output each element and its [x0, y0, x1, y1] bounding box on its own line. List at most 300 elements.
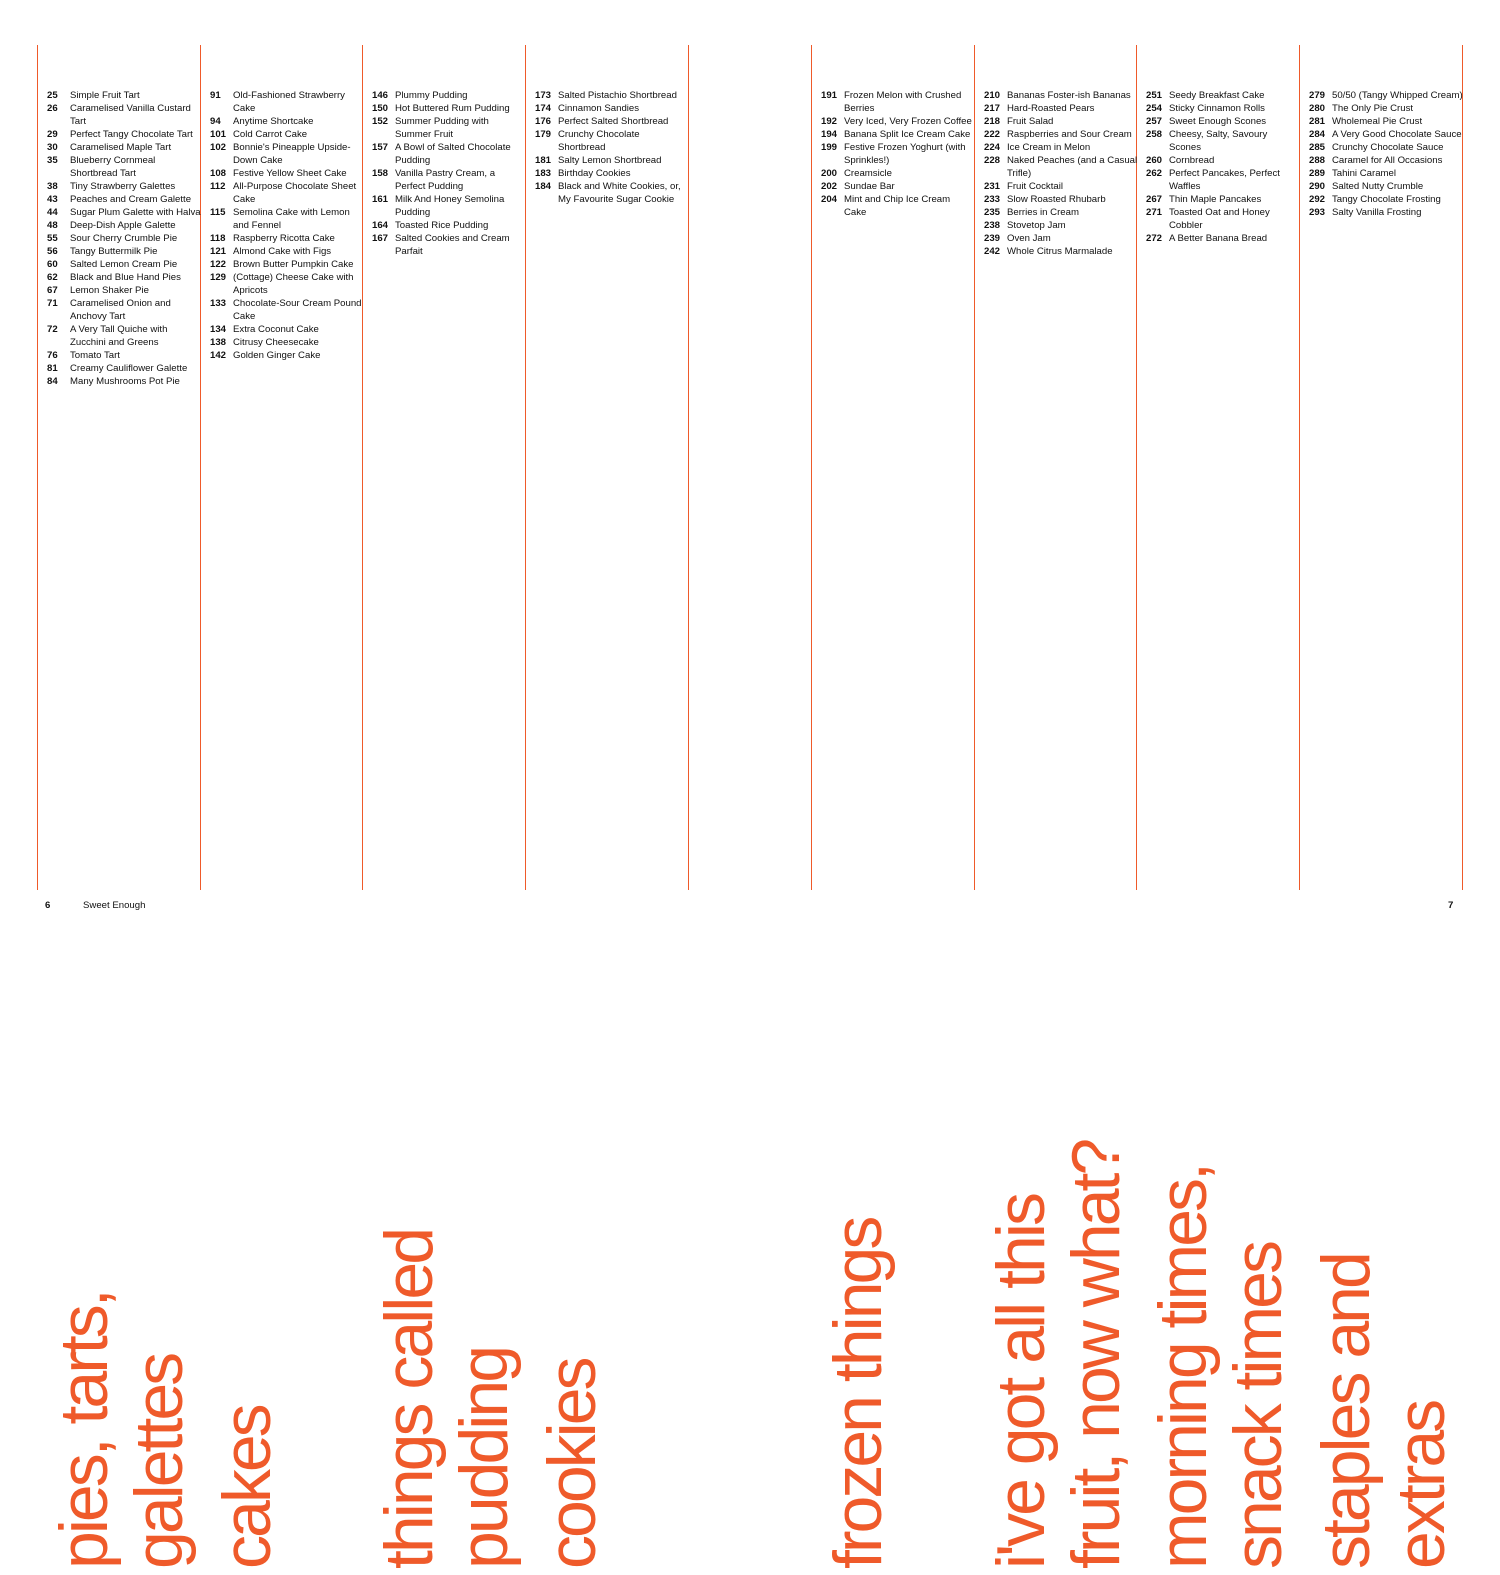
entry-page-number: 84	[47, 376, 58, 387]
entry-page-number: 176	[535, 116, 552, 127]
contents-entry	[821, 180, 975, 193]
entry-recipe-title: Many Mushrooms Pot Pie	[70, 376, 180, 387]
contents-entry	[47, 284, 201, 297]
contents-entry	[984, 232, 1138, 245]
entry-recipe-title: Bonnie's Pineapple Upside-Down Cake	[233, 142, 351, 166]
entry-page-number: 94	[210, 116, 221, 127]
entry-page-number: 262	[1146, 168, 1163, 179]
section-heading-line: things called	[371, 1229, 447, 1569]
entry-page-number: 284	[1309, 129, 1326, 140]
entry-page-number: 279	[1309, 90, 1326, 101]
contents-entry	[47, 102, 201, 128]
contents-entry	[47, 271, 201, 284]
entry-recipe-title: A Better Banana Bread	[1169, 233, 1268, 244]
entry-recipe-title: All-Purpose Chocolate Sheet Cake	[233, 181, 357, 205]
contents-entry	[1146, 102, 1300, 115]
entry-page-number: 179	[535, 129, 552, 140]
contents-entry	[372, 219, 526, 232]
entry-page-number: 184	[535, 181, 552, 192]
contents-entry	[535, 115, 689, 128]
entry-page-number: 267	[1146, 194, 1163, 205]
entry-page-number: 30	[47, 142, 58, 153]
contents-entry	[1309, 115, 1463, 128]
entry-page-number: 164	[372, 220, 389, 231]
contents-entry	[47, 297, 201, 323]
entry-recipe-title: Very Iced, Very Frozen Coffee	[844, 116, 972, 127]
entry-recipe-title: (Cottage) Cheese Cake with Apricots	[233, 272, 354, 296]
contents-entry	[47, 154, 201, 180]
entry-page-number: 200	[821, 168, 838, 179]
entry-page-number: 224	[984, 142, 1001, 153]
section-heading	[1299, 730, 1459, 1575]
entry-page-number: 293	[1309, 207, 1326, 218]
contents-entry	[210, 297, 364, 323]
entry-recipe-title: Cheesy, Salty, Savoury Scones	[1169, 129, 1268, 153]
entry-page-number: 152	[372, 116, 389, 127]
entry-recipe-title: Creamy Cauliflower Galette	[70, 363, 188, 374]
entry-recipe-title: Oven Jam	[1007, 233, 1051, 244]
contents-entry	[47, 193, 201, 206]
entry-recipe-title: Summer Pudding with Summer Fruit	[395, 116, 489, 140]
contents-entry	[535, 154, 689, 167]
contents-entry	[210, 167, 364, 180]
section-heading-line: frozen things	[820, 1218, 896, 1569]
section-cookies	[525, 45, 688, 1569]
entry-page-number: 146	[372, 90, 389, 101]
entry-recipe-title: Slow Roasted Rhubarb	[1007, 194, 1106, 205]
entry-page-number: 56	[47, 246, 58, 257]
contents-entry	[210, 271, 364, 297]
contents-entry	[1146, 206, 1300, 232]
entry-page-number: 174	[535, 103, 552, 114]
entry-page-number: 102	[210, 142, 227, 153]
contents-entry	[210, 115, 364, 128]
entry-recipe-title: Cinnamon Sandies	[558, 103, 640, 114]
entry-page-number: 133	[210, 298, 227, 309]
entry-page-number: 292	[1309, 194, 1326, 205]
contents-entry	[47, 245, 201, 258]
contents-entry	[1309, 102, 1463, 115]
entry-page-number: 218	[984, 116, 1001, 127]
entry-recipe-title: Old-Fashioned Strawberry Cake	[233, 90, 345, 114]
contents-entry	[372, 89, 526, 102]
entry-recipe-title: Thin Maple Pancakes	[1169, 194, 1262, 205]
entry-page-number: 272	[1146, 233, 1163, 244]
entry-page-number: 67	[47, 285, 58, 296]
entry-page-number: 25	[47, 90, 58, 101]
entry-page-number: 55	[47, 233, 58, 244]
entry-recipe-title: Banana Split Ice Cream Cake	[844, 129, 971, 140]
contents-entry	[210, 323, 364, 336]
entry-recipe-title: Salted Cookies and Cream Parfait	[395, 233, 510, 257]
contents-entry	[47, 232, 201, 245]
entry-recipe-title: Deep-Dish Apple Galette	[70, 220, 176, 231]
entry-recipe-title: Salted Pistachio Shortbread	[558, 90, 677, 101]
contents-list	[47, 89, 201, 388]
section-heading-line: morning times,	[1145, 1165, 1221, 1569]
contents-entry	[210, 180, 364, 206]
contents-entry	[535, 89, 689, 102]
contents-entry	[47, 206, 201, 219]
contents-entry	[47, 141, 201, 154]
contents-list	[984, 89, 1138, 258]
entry-page-number: 115	[210, 207, 226, 218]
entry-page-number: 118	[210, 233, 226, 244]
entry-recipe-title: Extra Coconut Cake	[233, 324, 319, 335]
contents-entry	[210, 128, 364, 141]
entry-recipe-title: Anytime Shortcake	[233, 116, 314, 127]
entry-page-number: 204	[821, 194, 838, 205]
entry-recipe-title: Stovetop Jam	[1007, 220, 1066, 231]
entry-page-number: 35	[47, 155, 58, 166]
contents-entry	[1146, 154, 1300, 167]
entry-page-number: 167	[372, 233, 389, 244]
entry-recipe-title: Toasted Rice Pudding	[395, 220, 489, 231]
contents-entry	[984, 154, 1138, 180]
contents-entry	[984, 115, 1138, 128]
entry-page-number: 251	[1146, 90, 1163, 101]
entry-recipe-title: Plummy Pudding	[395, 90, 468, 101]
entry-page-number: 210	[984, 90, 1001, 101]
entry-recipe-title: Mint and Chip Ice Cream Cake	[844, 194, 951, 218]
entry-recipe-title: Caramelised Vanilla Custard Tart	[70, 103, 191, 127]
entry-recipe-title: Sticky Cinnamon Rolls	[1169, 103, 1265, 114]
section-heading-line: galettes	[121, 1354, 197, 1569]
contents-entry	[1309, 180, 1463, 193]
entry-page-number: 235	[984, 207, 1001, 218]
section-heading	[200, 730, 360, 1575]
contents-entry	[1309, 167, 1463, 180]
entry-page-number: 260	[1146, 155, 1163, 166]
entry-recipe-title: Bananas Foster-ish Bananas	[1007, 90, 1131, 101]
section-heading	[362, 730, 522, 1575]
entry-recipe-title: Milk And Honey Semolina Pudding	[395, 194, 505, 218]
entry-page-number: 81	[47, 363, 58, 374]
entry-page-number: 231	[984, 181, 1001, 192]
entry-recipe-title: Fruit Salad	[1007, 116, 1054, 127]
section-heading-line: extras	[1383, 1401, 1459, 1569]
entry-recipe-title: Tomato Tart	[70, 350, 120, 361]
entry-page-number: 217	[984, 103, 1001, 114]
entry-page-number: 258	[1146, 129, 1163, 140]
contents-list	[372, 89, 526, 258]
entry-page-number: 238	[984, 220, 1001, 231]
entry-page-number: 202	[821, 181, 838, 192]
entry-recipe-title: Birthday Cookies	[558, 168, 631, 179]
entry-recipe-title: Cornbread	[1169, 155, 1215, 166]
entry-page-number: 112	[210, 181, 226, 192]
entry-recipe-title: Tahini Caramel	[1332, 168, 1396, 179]
entry-recipe-title: Salty Lemon Shortbread	[558, 155, 662, 166]
entry-recipe-title: Chocolate-Sour Cream Pound Cake	[233, 298, 362, 322]
entry-page-number: 161	[372, 194, 389, 205]
entry-recipe-title: Crunchy Chocolate Shortbread	[558, 129, 640, 153]
contents-entry	[984, 89, 1138, 102]
entry-recipe-title: Raspberries and Sour Cream	[1007, 129, 1132, 140]
contents-entry	[984, 141, 1138, 154]
entry-page-number: 288	[1309, 155, 1326, 166]
contents-entry	[1309, 89, 1463, 102]
entry-page-number: 199	[821, 142, 838, 153]
entry-recipe-title: Perfect Salted Shortbread	[558, 116, 669, 127]
entry-recipe-title: Sweet Enough Scones	[1169, 116, 1267, 127]
entry-page-number: 138	[210, 337, 227, 348]
entry-recipe-title: Naked Peaches (and a Casual Trifle)	[1007, 155, 1138, 179]
running-book-title: Sweet Enough	[83, 900, 146, 911]
contents-entry	[210, 349, 364, 362]
contents-list	[535, 89, 689, 206]
entry-page-number: 290	[1309, 181, 1326, 192]
entry-recipe-title: Toasted Oat and Honey Cobbler	[1169, 207, 1270, 231]
entry-page-number: 121	[210, 246, 227, 257]
contents-entry	[821, 141, 975, 167]
contents-entry	[1309, 141, 1463, 154]
section-heading	[811, 730, 971, 1575]
right-page-number: 7	[1448, 900, 1454, 911]
entry-page-number: 91	[210, 90, 221, 101]
entry-page-number: 38	[47, 181, 58, 192]
entry-recipe-title: Ice Cream in Melon	[1007, 142, 1091, 153]
section-things-called-pudding	[362, 45, 525, 1569]
entry-recipe-title: Hot Buttered Rum Pudding	[395, 103, 510, 114]
entry-recipe-title: Semolina Cake with Lemon and Fennel	[233, 207, 350, 231]
contents-entry	[47, 375, 201, 388]
entry-recipe-title: Whole Citrus Marmalade	[1007, 246, 1113, 257]
contents-entry	[47, 89, 201, 102]
entry-recipe-title: Festive Yellow Sheet Cake	[233, 168, 347, 179]
contents-entry	[1309, 193, 1463, 206]
entry-page-number: 242	[984, 246, 1001, 257]
contents-entry	[821, 115, 975, 128]
contents-entry	[535, 167, 689, 180]
entry-page-number: 271	[1146, 207, 1163, 218]
entry-recipe-title: Peaches and Cream Galette	[70, 194, 192, 205]
entry-page-number: 44	[47, 207, 58, 218]
section-cakes	[200, 45, 362, 1569]
entry-page-number: 157	[372, 142, 389, 153]
entry-page-number: 173	[535, 90, 552, 101]
contents-entry	[47, 323, 201, 349]
entry-page-number: 101	[210, 129, 227, 140]
contents-list	[210, 89, 364, 362]
entry-page-number: 239	[984, 233, 1001, 244]
entry-recipe-title: Almond Cake with Figs	[233, 246, 332, 257]
entry-page-number: 43	[47, 194, 58, 205]
section-heading-line: staples and	[1308, 1254, 1384, 1569]
entry-page-number: 60	[47, 259, 58, 270]
contents-entry	[821, 128, 975, 141]
contents-entry	[1309, 206, 1463, 219]
contents-entry	[821, 89, 975, 115]
entry-recipe-title: Simple Fruit Tart	[70, 90, 140, 101]
contents-entry	[1309, 128, 1463, 141]
entry-recipe-title: Caramel for All Occasions	[1332, 155, 1443, 166]
entry-recipe-title: Cold Carrot Cake	[233, 129, 308, 140]
contents-entry	[210, 141, 364, 167]
contents-entry	[535, 180, 689, 206]
entry-recipe-title: Sundae Bar	[844, 181, 895, 192]
contents-entry	[210, 336, 364, 349]
section-heading-line: cookies	[534, 1359, 610, 1569]
entry-recipe-title: Perfect Pancakes, Perfect Waffles	[1169, 168, 1280, 192]
contents-entry	[1146, 232, 1300, 245]
section-heading-line: fruit, now what?	[1058, 1140, 1134, 1569]
contents-entry	[47, 349, 201, 362]
entry-page-number: 222	[984, 129, 1001, 140]
entry-recipe-title: Caramelised Onion and Anchovy Tart	[70, 298, 171, 322]
contents-entry	[984, 128, 1138, 141]
entry-page-number: 158	[372, 168, 389, 179]
contents-entry	[372, 141, 526, 167]
contents-entry	[47, 219, 201, 232]
section-heading-line: cakes	[209, 1406, 285, 1569]
contents-entry	[210, 245, 364, 258]
entry-recipe-title: Salty Vanilla Frosting	[1332, 207, 1422, 218]
contents-entry	[984, 193, 1138, 206]
section-fruit-now-what	[974, 45, 1138, 1569]
entry-page-number: 181	[535, 155, 552, 166]
entry-page-number: 76	[47, 350, 58, 361]
entry-page-number: 281	[1309, 116, 1326, 127]
left-page-number: 6	[45, 900, 51, 911]
entry-recipe-title: Seedy Breakfast Cake	[1169, 90, 1265, 101]
section-heading	[525, 730, 685, 1575]
entry-page-number: 285	[1309, 142, 1326, 153]
entry-recipe-title: A Very Good Chocolate Sauce	[1332, 129, 1462, 140]
entry-page-number: 72	[47, 324, 58, 335]
entry-page-number: 280	[1309, 103, 1326, 114]
contents-entry	[821, 193, 975, 219]
section-heading	[1136, 730, 1296, 1575]
entry-page-number: 134	[210, 324, 227, 335]
section-staples-and-extras	[1299, 45, 1463, 1569]
entry-page-number: 191	[821, 90, 838, 101]
contents-entry	[372, 115, 526, 141]
entry-page-number: 71	[47, 298, 58, 309]
entry-recipe-title: Black and White Cookies, or, My Favourite Sugar Cookie	[558, 181, 681, 205]
contents-entry	[1309, 154, 1463, 167]
entry-recipe-title: Blueberry Cornmeal Shortbread Tart	[70, 155, 156, 179]
contents-list	[1146, 89, 1300, 245]
contents-entry	[821, 167, 975, 180]
contents-entry	[1146, 128, 1300, 154]
entry-recipe-title: A Very Tall Quiche with Zucchini and Greens	[70, 324, 168, 348]
section-morning-snack-times	[1136, 45, 1299, 1569]
contents-entry	[372, 193, 526, 219]
entry-recipe-title: Hard-Roasted Pears	[1007, 103, 1095, 114]
contents-entry	[47, 128, 201, 141]
entry-page-number: 194	[821, 129, 838, 140]
contents-entry	[47, 258, 201, 271]
entry-recipe-title: Lemon Shaker Pie	[70, 285, 149, 296]
contents-entry	[210, 232, 364, 245]
entry-page-number: 183	[535, 168, 552, 179]
contents-list	[1309, 89, 1463, 219]
entry-recipe-title: Tangy Chocolate Frosting	[1332, 194, 1441, 205]
section-heading	[974, 730, 1134, 1575]
contents-entry	[372, 102, 526, 115]
entry-recipe-title: Perfect Tangy Chocolate Tart	[70, 129, 193, 140]
entry-recipe-title: Black and Blue Hand Pies	[70, 272, 181, 283]
entry-page-number: 228	[984, 155, 1001, 166]
entry-page-number: 289	[1309, 168, 1326, 179]
contents-entry	[210, 206, 364, 232]
contents-entry	[1146, 167, 1300, 193]
entry-page-number: 29	[47, 129, 58, 140]
entry-page-number: 129	[210, 272, 227, 283]
entry-recipe-title: Salted Lemon Cream Pie	[70, 259, 178, 270]
entry-recipe-title: Berries in Cream	[1007, 207, 1079, 218]
entry-recipe-title: Salted Nutty Crumble	[1332, 181, 1424, 192]
entry-page-number: 26	[47, 103, 58, 114]
section-heading-line: pudding	[446, 1347, 522, 1569]
entry-page-number: 62	[47, 272, 58, 283]
contents-entry	[535, 128, 689, 154]
contents-entry	[210, 89, 364, 115]
section-heading	[37, 730, 197, 1575]
contents-entry	[372, 232, 526, 258]
entry-recipe-title: Vanilla Pastry Cream, a Perfect Pudding	[395, 168, 496, 192]
section-heading-line: i've got all this	[983, 1195, 1059, 1569]
entry-recipe-title: Wholemeal Pie Crust	[1332, 116, 1423, 127]
entry-page-number: 142	[210, 350, 227, 361]
entry-page-number: 48	[47, 220, 58, 231]
entry-recipe-title: Citrusy Cheesecake	[233, 337, 319, 348]
entry-recipe-title: The Only Pie Crust	[1332, 103, 1414, 114]
entry-recipe-title: Festive Frozen Yoghurt (with Sprinkles!)	[844, 142, 966, 166]
entry-recipe-title: Fruit Cocktail	[1007, 181, 1063, 192]
entry-page-number: 257	[1146, 116, 1163, 127]
entry-recipe-title: 50/50 (Tangy Whipped Cream)	[1332, 90, 1463, 101]
entry-recipe-title: Sour Cherry Crumble Pie	[70, 233, 178, 244]
entry-page-number: 150	[372, 103, 389, 114]
section-heading-line: pies, tarts,	[46, 1291, 122, 1569]
entry-recipe-title: Golden Ginger Cake	[233, 350, 321, 361]
entry-recipe-title: Frozen Melon with Crushed Berries	[844, 90, 962, 114]
entry-page-number: 233	[984, 194, 1001, 205]
contents-entry	[1146, 89, 1300, 102]
entry-page-number: 254	[1146, 103, 1163, 114]
section-frozen-things	[811, 45, 974, 1569]
contents-entry	[47, 180, 201, 193]
entry-recipe-title: Brown Butter Pumpkin Cake	[233, 259, 354, 270]
contents-entry	[984, 180, 1138, 193]
contents-entry	[984, 206, 1138, 219]
contents-entry	[1146, 115, 1300, 128]
entry-recipe-title: Tangy Buttermilk Pie	[70, 246, 158, 257]
contents-list	[821, 89, 975, 219]
entry-recipe-title: Raspberry Ricotta Cake	[233, 233, 335, 244]
entry-recipe-title: Crunchy Chocolate Sauce	[1332, 142, 1444, 153]
entry-recipe-title: Caramelised Maple Tart	[70, 142, 172, 153]
entry-recipe-title: Creamsicle	[844, 168, 892, 179]
entry-page-number: 192	[821, 116, 838, 127]
entry-recipe-title: Sugar Plum Galette with Halva	[70, 207, 201, 218]
entry-page-number: 122	[210, 259, 227, 270]
contents-entry	[1146, 193, 1300, 206]
contents-entry	[47, 362, 201, 375]
contents-entry	[535, 102, 689, 115]
entry-recipe-title: Tiny Strawberry Galettes	[70, 181, 176, 192]
entry-page-number: 108	[210, 168, 227, 179]
contents-entry	[984, 102, 1138, 115]
contents-entry	[210, 258, 364, 271]
contents-entry	[984, 245, 1138, 258]
section-heading-line: snack times	[1220, 1243, 1296, 1569]
contents-entry	[984, 219, 1138, 232]
entry-recipe-title: A Bowl of Salted Chocolate Pudding	[395, 142, 511, 166]
contents-entry	[372, 167, 526, 193]
